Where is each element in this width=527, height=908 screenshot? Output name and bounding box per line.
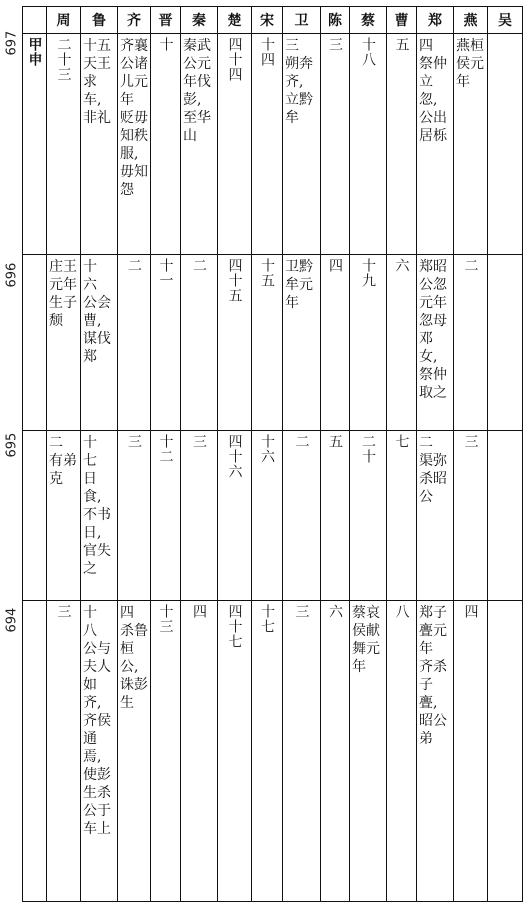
cell-text: 十五 <box>259 257 275 288</box>
cell-text: 五 <box>327 433 343 449</box>
cell-text: 二十三 <box>55 37 72 82</box>
table-cell <box>321 254 350 430</box>
header-state: 陈 <box>321 7 350 34</box>
table-cell <box>350 430 387 600</box>
table-cell <box>488 601 523 902</box>
ganzhi-label: 甲申 <box>26 37 43 67</box>
cell-text: 燕桓 侯元 年 <box>456 38 484 90</box>
table-cell <box>181 430 218 600</box>
table-cell <box>454 34 488 255</box>
table-cell <box>283 254 321 430</box>
table-cell <box>488 254 523 430</box>
cell-text: 十 <box>157 37 174 52</box>
table-cell <box>417 601 454 902</box>
cell-text: 十一 <box>157 257 174 288</box>
table-cell <box>81 34 118 255</box>
table-cell <box>387 254 417 430</box>
cell-text: 秦武 公元 年伐 彭, 至华 山 <box>183 38 211 144</box>
cell-text: 庄王 元年 生子 颓 <box>49 258 77 329</box>
cell-text: 二 <box>191 257 207 273</box>
table-cell <box>218 430 252 600</box>
table-cell <box>252 34 283 255</box>
table-cell <box>321 601 350 902</box>
cell-text: 二十 <box>360 433 376 464</box>
table-cell <box>118 254 151 430</box>
cell-text: 三 <box>55 604 72 620</box>
header-state: 周 <box>47 7 81 34</box>
header-state: 吴 <box>488 7 523 34</box>
header-row <box>23 7 523 34</box>
cell-text: 四十七 <box>226 604 243 650</box>
table-cell <box>252 601 283 902</box>
table-cell <box>81 254 118 430</box>
table-cell <box>454 254 488 430</box>
cell-text: 二 <box>126 257 142 273</box>
header-state: 鲁 <box>81 7 118 34</box>
cell-text: 六 <box>393 257 410 273</box>
table-cell <box>181 601 218 902</box>
table-cell <box>47 430 81 600</box>
table-cell <box>387 430 417 600</box>
table-cell <box>252 254 283 430</box>
cell-text: 四十六 <box>226 433 243 479</box>
cell-text: 三 <box>462 433 479 449</box>
cell-text: 三 <box>191 433 207 449</box>
ganzhi-cell <box>23 34 47 255</box>
table-cell <box>47 254 81 430</box>
header-state: 卫 <box>283 7 321 34</box>
chronology-table <box>22 6 523 902</box>
cell-text: 四 <box>327 257 343 273</box>
ganzhi-cell <box>23 430 47 600</box>
table-cell <box>151 34 181 255</box>
ganzhi-cell <box>23 601 47 902</box>
cell-text: 十六 <box>259 433 275 464</box>
cell-text: 四十五 <box>226 257 243 303</box>
table-cell <box>350 254 387 430</box>
cell-text: 齐襄 公诸 儿元 年 贬毋 知秩 服, 毋知 怨 <box>120 38 148 198</box>
year-label-694: 694 <box>4 607 20 633</box>
header-state: 宋 <box>252 7 283 34</box>
table-cell <box>118 34 151 255</box>
table-cell <box>151 430 181 600</box>
header-state: 晋 <box>151 7 181 34</box>
table-cell <box>283 601 321 902</box>
cell-text: 郑昭 公忽 元年 忽母 邓女, 祭仲 取之 <box>419 258 447 401</box>
cell-text: 十 七 日食, 不书 日, 官失 之 <box>83 434 111 577</box>
cell-text: 五 <box>393 37 410 52</box>
table-cell <box>417 430 454 600</box>
header-state: 郑 <box>417 7 454 34</box>
cell-text: 二 <box>293 433 310 449</box>
cell-text: 郑子 亹元 年 齐杀 子亹, 昭公 弟 <box>419 605 447 748</box>
table-row <box>23 34 523 255</box>
header-state: 楚 <box>218 7 252 34</box>
cell-text: 十 八 公与 夫人 如齐, 齐侯 通焉, 使彭 生杀 公于 车上 <box>83 605 111 838</box>
cell-text: 十四 <box>259 37 275 67</box>
ganzhi-cell <box>23 254 47 430</box>
table-cell <box>151 254 181 430</box>
cell-text: 十五 天王 求车, 非礼 <box>83 38 111 126</box>
table-cell <box>118 601 151 902</box>
cell-text: 八 <box>393 604 410 620</box>
cell-text: 蔡哀 侯献 舞元 年 <box>352 605 380 676</box>
cell-text: 十九 <box>360 257 376 288</box>
table-cell <box>488 430 523 600</box>
cell-text: 二 渠弥 杀昭 公 <box>419 434 447 505</box>
cell-text: 七 <box>393 433 410 449</box>
table-cell <box>81 430 118 600</box>
table-cell <box>321 430 350 600</box>
table-cell <box>218 34 252 255</box>
table-cell <box>181 254 218 430</box>
table-cell <box>350 34 387 255</box>
cell-text: 十八 <box>360 37 376 67</box>
table-cell <box>321 34 350 255</box>
cell-text: 二 有弟 克 <box>49 434 77 487</box>
cell-text: 三 朔奔 齐, 立黔 牟 <box>285 38 313 126</box>
cell-text: 十二 <box>157 433 174 464</box>
header-state: 齐 <box>118 7 151 34</box>
table-cell <box>417 254 454 430</box>
table-cell <box>47 34 81 255</box>
table-cell <box>252 430 283 600</box>
header-state: 燕 <box>454 7 488 34</box>
year-label-696: 696 <box>4 262 20 288</box>
cell-text: 四 <box>191 604 207 620</box>
table-cell <box>118 430 151 600</box>
table-cell <box>417 34 454 255</box>
table-cell <box>454 430 488 600</box>
table-cell <box>350 601 387 902</box>
table-cell <box>151 601 181 902</box>
cell-text: 四 祭仲 立忽, 公出 居栎 <box>419 38 447 144</box>
table-cell <box>218 254 252 430</box>
cell-text: 三 <box>293 604 310 620</box>
table-cell <box>387 34 417 255</box>
table-cell <box>488 34 523 255</box>
table-row <box>23 254 523 430</box>
year-label-695: 695 <box>4 432 20 458</box>
table-cell <box>181 34 218 255</box>
cell-text: 十三 <box>157 604 174 635</box>
table-cell <box>387 601 417 902</box>
table-cell <box>283 34 321 255</box>
cell-text: 十七 <box>259 604 275 635</box>
header-state: 曹 <box>387 7 417 34</box>
header-state: 秦 <box>181 7 218 34</box>
table-cell <box>283 430 321 600</box>
cell-text: 四 <box>462 604 479 620</box>
year-label-697: 697 <box>4 30 20 56</box>
table-cell <box>218 601 252 902</box>
cell-text: 二 <box>462 257 479 273</box>
table-cell <box>47 601 81 902</box>
header-corner <box>23 7 47 34</box>
table-cell <box>81 601 118 902</box>
header-state: 蔡 <box>350 7 387 34</box>
cell-text: 四 杀鲁 桓公, 诛彭 生 <box>120 605 148 712</box>
table-row <box>23 601 523 902</box>
cell-text: 六 <box>327 604 343 620</box>
cell-text: 四十四 <box>226 37 243 82</box>
cell-text: 三 <box>327 37 343 52</box>
cell-text: 十 六 公会 曹, 谋伐 郑 <box>83 258 111 365</box>
cell-text: 三 <box>126 433 142 449</box>
table-cell <box>454 601 488 902</box>
cell-text: 卫黔 牟元 年 <box>285 258 313 311</box>
table-row <box>23 430 523 600</box>
